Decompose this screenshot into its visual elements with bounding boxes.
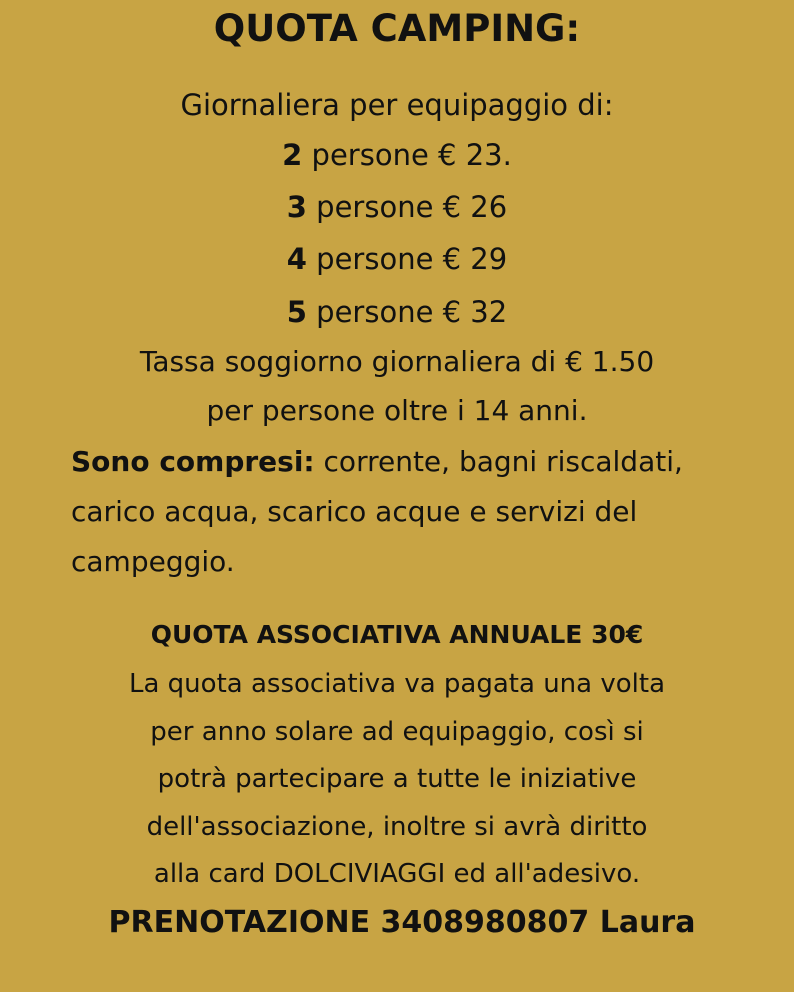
booking-contact: PRENOTAZIONE 3408980807 Laura <box>108 905 696 940</box>
rate-people-count: 4 <box>286 242 307 276</box>
association-line: alla card DOLCIVIAGGI ed all'adesivo. <box>153 859 641 889</box>
rate-people-count: 5 <box>286 295 307 329</box>
association-line: per anno solare ad equipaggio, così si <box>150 716 644 747</box>
rate-price-text: persone € 32 <box>306 295 508 329</box>
included-text: corrente, bagni riscaldati, carico acqua, scarico acque e servizi del campeggio. <box>71 445 683 578</box>
tourist-tax-line: Tassa soggiorno giornaliera di € 1.50 <box>139 345 655 378</box>
tourist-tax-age-line: per persone oltre i 14 anni. <box>206 394 588 427</box>
association-line: potrà partecipare a tutte le iniziative <box>157 764 637 794</box>
association-line: dell'associazione, inoltre si avrà diritto <box>146 811 648 842</box>
rate-price-text: persone € 26 <box>306 190 508 224</box>
rate-line-4-people <box>0 233 794 285</box>
camping-fee-title: QUOTA CAMPING: <box>213 7 581 50</box>
included-services <box>71 437 731 587</box>
rate-people-count: 3 <box>286 190 307 224</box>
rate-line-2-people <box>0 129 794 181</box>
association-description <box>0 661 794 899</box>
rate-price-text: persone € 29 <box>306 242 508 276</box>
association-fee-title: QUOTA ASSOCIATIVA ANNUALE 30€ <box>150 620 644 649</box>
daily-rate-intro: Giornaliera per equipaggio di: <box>180 88 614 122</box>
rate-line-5-people <box>0 286 794 338</box>
association-line: La quota associativa va pagata una volta <box>129 669 665 699</box>
included-label: Sono compresi: <box>71 445 315 478</box>
rate-price-text: persone € 23. <box>302 138 512 172</box>
rate-people-count: 2 <box>282 138 303 172</box>
rate-line-3-people <box>0 181 794 233</box>
